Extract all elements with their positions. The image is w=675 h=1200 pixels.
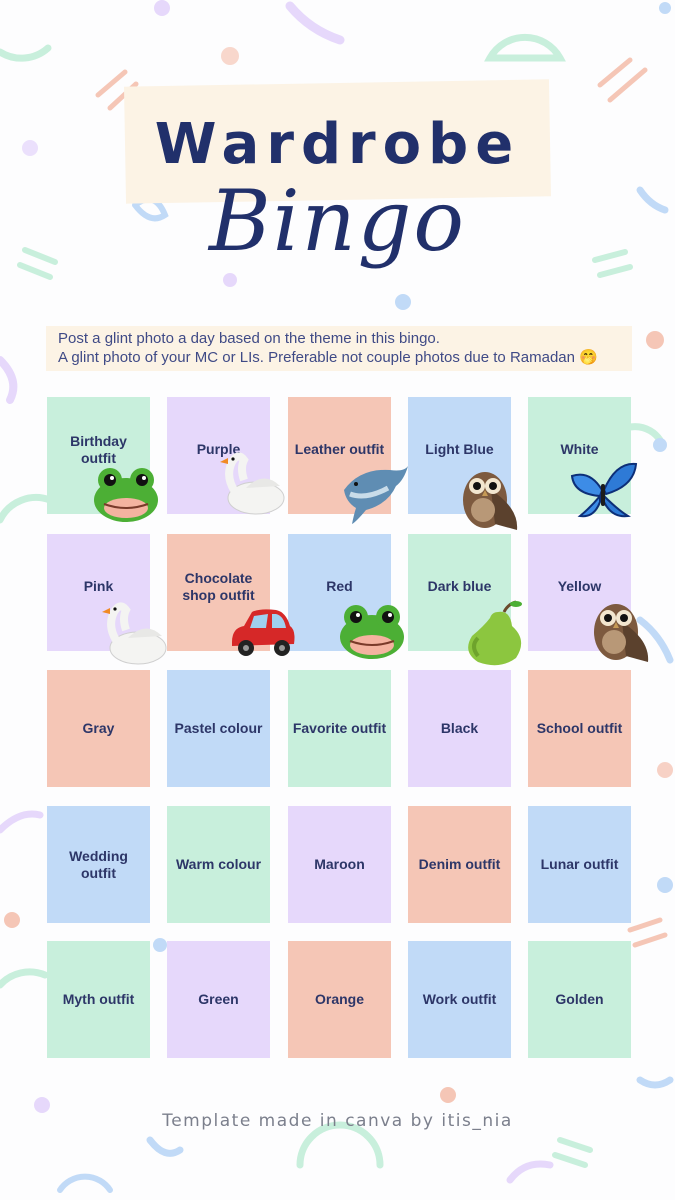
bingo-cell-label: White <box>560 441 599 457</box>
frog-icon[interactable] <box>338 603 406 661</box>
bingo-cell-label: Purple <box>196 441 241 457</box>
bingo-cell-label: Green <box>198 991 239 1007</box>
bingo-cell-label: Orange <box>314 991 364 1007</box>
bingo-cell-label: Golden <box>555 991 604 1007</box>
bingo-cell-label: Red <box>326 578 353 594</box>
page-subtitle-script: Bingo <box>208 172 467 270</box>
bingo-cell-label: Work outfit <box>422 991 497 1007</box>
bingo-cell-label: Denim outfit <box>418 856 501 872</box>
swan-icon[interactable] <box>98 598 168 668</box>
bingo-cell[interactable] <box>167 806 270 923</box>
bingo-cell[interactable] <box>167 670 270 787</box>
pear-icon[interactable] <box>460 598 530 668</box>
bingo-cell[interactable] <box>408 941 511 1058</box>
bingo-cell[interactable] <box>47 670 150 787</box>
bingo-cell-label: Gray <box>82 720 115 736</box>
bingo-cell-label: Yellow <box>557 578 602 594</box>
footer-credit: Template made in canva by itis_nia <box>162 1111 513 1131</box>
bingo-cell[interactable] <box>528 670 631 787</box>
bingo-cell-label: Lunar outfit <box>540 856 619 872</box>
bingo-cell[interactable] <box>288 670 391 787</box>
bingo-cell-label: Dark blue <box>427 578 492 594</box>
bingo-cell-label: Warm colour <box>175 856 262 872</box>
instructions-line-1: Post a glint photo a day based on the theme in this bingo. <box>58 330 440 347</box>
bingo-cell-label: Light Blue <box>425 441 494 457</box>
bingo-cell-label: School outfit <box>536 720 623 736</box>
bingo-cell-label: Chocolate shop outfit <box>182 569 255 603</box>
bingo-cell-label: Maroon <box>314 856 365 872</box>
bingo-cell-label: Black <box>440 720 479 736</box>
bingo-cell[interactable] <box>408 670 511 787</box>
swan-icon[interactable] <box>216 448 286 518</box>
bingo-cell-label: Pink <box>83 578 114 594</box>
page-title: Wardrobe <box>154 112 521 177</box>
bingo-cell-label: Myth outfit <box>62 991 135 1007</box>
bingo-cell[interactable] <box>47 806 150 923</box>
bingo-cell[interactable] <box>288 941 391 1058</box>
bingo-cell[interactable] <box>408 806 511 923</box>
bingo-cell[interactable] <box>288 806 391 923</box>
bingo-cell[interactable] <box>47 941 150 1058</box>
frog-icon[interactable] <box>92 466 160 524</box>
car-icon[interactable] <box>226 604 298 662</box>
butterfly-icon[interactable] <box>568 460 638 522</box>
bingo-cell-label: Birthday outfit <box>70 432 127 466</box>
bingo-cell[interactable] <box>528 941 631 1058</box>
owl-icon[interactable] <box>586 592 654 664</box>
bingo-cell[interactable] <box>528 806 631 923</box>
bingo-cell[interactable] <box>167 941 270 1058</box>
owl-icon[interactable] <box>455 460 523 532</box>
bingo-cell-label: Leather outfit <box>294 441 385 457</box>
bingo-cell-label: Favorite outfit <box>292 720 387 736</box>
dolphin-icon[interactable] <box>340 460 410 526</box>
bingo-cell-label: Pastel colour <box>174 720 263 736</box>
bingo-cell-label: Wedding outfit <box>69 847 128 881</box>
instructions-line-2: A glint photo of your MC or LIs. Preferable not couple photos due to Ramadan 🤭 <box>58 349 598 366</box>
